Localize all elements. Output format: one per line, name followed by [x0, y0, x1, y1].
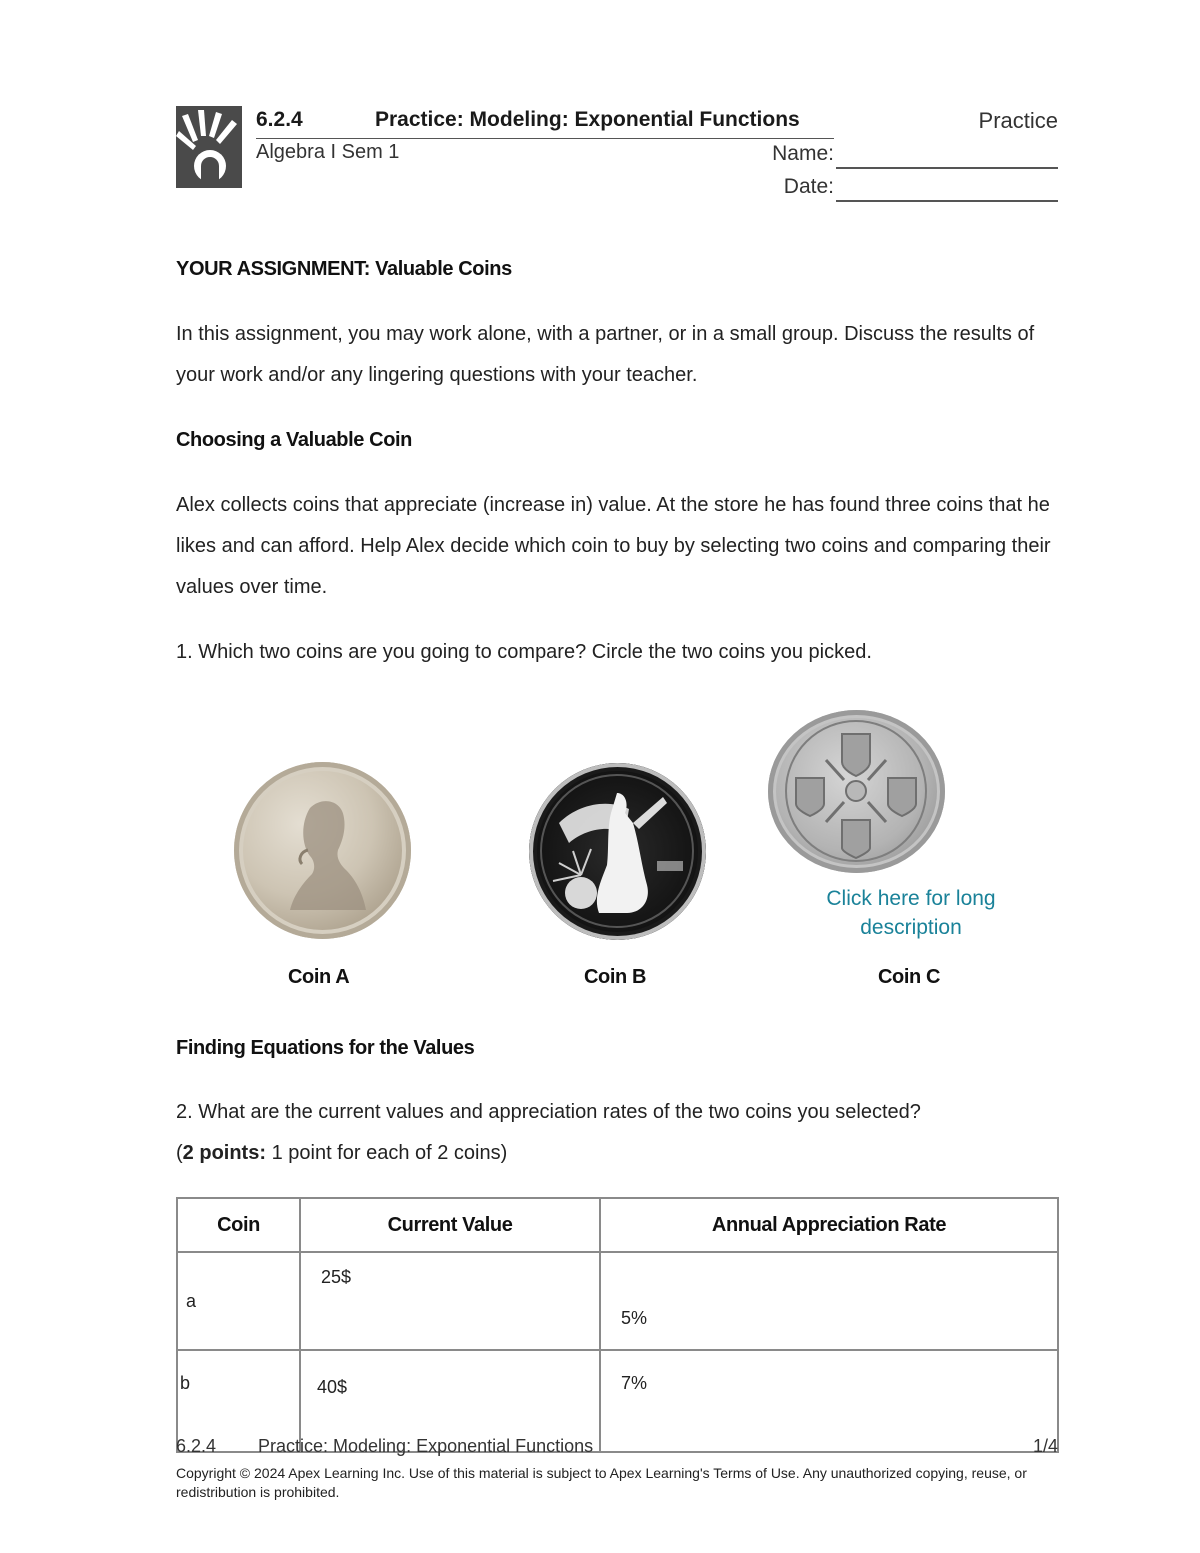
section-heading-choosing: Choosing a Valuable Coin	[176, 429, 412, 451]
apex-sunburst-logo-icon	[176, 106, 242, 188]
coin-a-label: Coin A	[288, 966, 350, 988]
coin-a-image[interactable]	[234, 762, 411, 939]
footer-copyright: Copyright © 2024 Apex Learning Inc. Use of this material is subject to Apex Learning's Terms of Use. Any unauthorized copying, reuse, or redistribution is prohibited.	[176, 1465, 1027, 1500]
footer-lesson-number: 6.2.4	[176, 1436, 217, 1456]
coin-values-table	[176, 1197, 1059, 1453]
question-2-points: (2 points: 1 point for each of 2 coins)	[176, 1142, 508, 1164]
cell-coin[interactable]: a	[177, 1252, 300, 1350]
coin-c-label: Coin C	[878, 966, 941, 988]
cell-current-value[interactable]: 40$	[300, 1350, 600, 1452]
cell-appreciation-rate[interactable]: 7%	[600, 1350, 1058, 1452]
lesson-number: 6.2.4	[256, 108, 303, 131]
table-header-row	[177, 1198, 1058, 1252]
footer-lesson-title: Practice: Modeling: Exponential Functions	[258, 1436, 594, 1456]
col-header-appreciation-rate: Annual Appreciation Rate	[600, 1198, 1058, 1252]
lesson-title: Practice: Modeling: Exponential Functions	[375, 108, 800, 131]
coin-b-walking-liberty-icon	[529, 763, 706, 940]
col-header-coin: Coin	[177, 1198, 300, 1252]
assignment-intro: In this assignment, you may work alone, with a partner, or in a small group. Discuss the results of your work and/or any lingering questions with your teacher.	[176, 323, 1035, 386]
coin-c-shields-cross-icon	[768, 710, 945, 873]
section-heading-equations: Finding Equations for the Values	[176, 1037, 475, 1059]
date-field[interactable]	[836, 200, 1058, 202]
name-label: Name:	[772, 142, 834, 165]
long-description-link[interactable]: Click here for long description	[826, 887, 996, 939]
points-bold: 2 points:	[182, 1142, 267, 1164]
header-divider	[256, 138, 834, 139]
cell-current-value[interactable]: 25$	[300, 1252, 600, 1350]
date-label: Date:	[783, 175, 834, 198]
document-type: Practice	[978, 108, 1058, 133]
cell-coin[interactable]: b	[177, 1350, 300, 1452]
question-2	[176, 1092, 1076, 1174]
footer-page-number: 1/4	[1032, 1436, 1058, 1456]
coin-b-image[interactable]	[529, 763, 706, 940]
coin-a-portrait-icon	[280, 790, 366, 910]
question-1: 1. Which two coins are you going to compare? Circle the two coins you picked.	[176, 641, 872, 663]
coin-c-image[interactable]	[768, 710, 945, 873]
assignment-heading: YOUR ASSIGNMENT: Valuable Coins	[176, 258, 512, 280]
col-header-current-value: Current Value	[300, 1198, 600, 1252]
section-text-choosing: Alex collects coins that appreciate (increase in) value. At the store he has found three coins that he likes and can afford. Help Alex decide which coin to buy by selecting two coins and comparing their values over time.	[176, 494, 1051, 598]
cell-appreciation-rate[interactable]: 5%	[600, 1252, 1058, 1350]
table-row	[177, 1252, 1058, 1350]
course-name: Algebra I Sem 1	[256, 141, 400, 163]
name-field[interactable]	[836, 167, 1058, 169]
question-2-text: 2. What are the current values and appreciation rates of the two coins you selected?	[176, 1101, 921, 1123]
coin-b-label: Coin B	[584, 966, 647, 988]
